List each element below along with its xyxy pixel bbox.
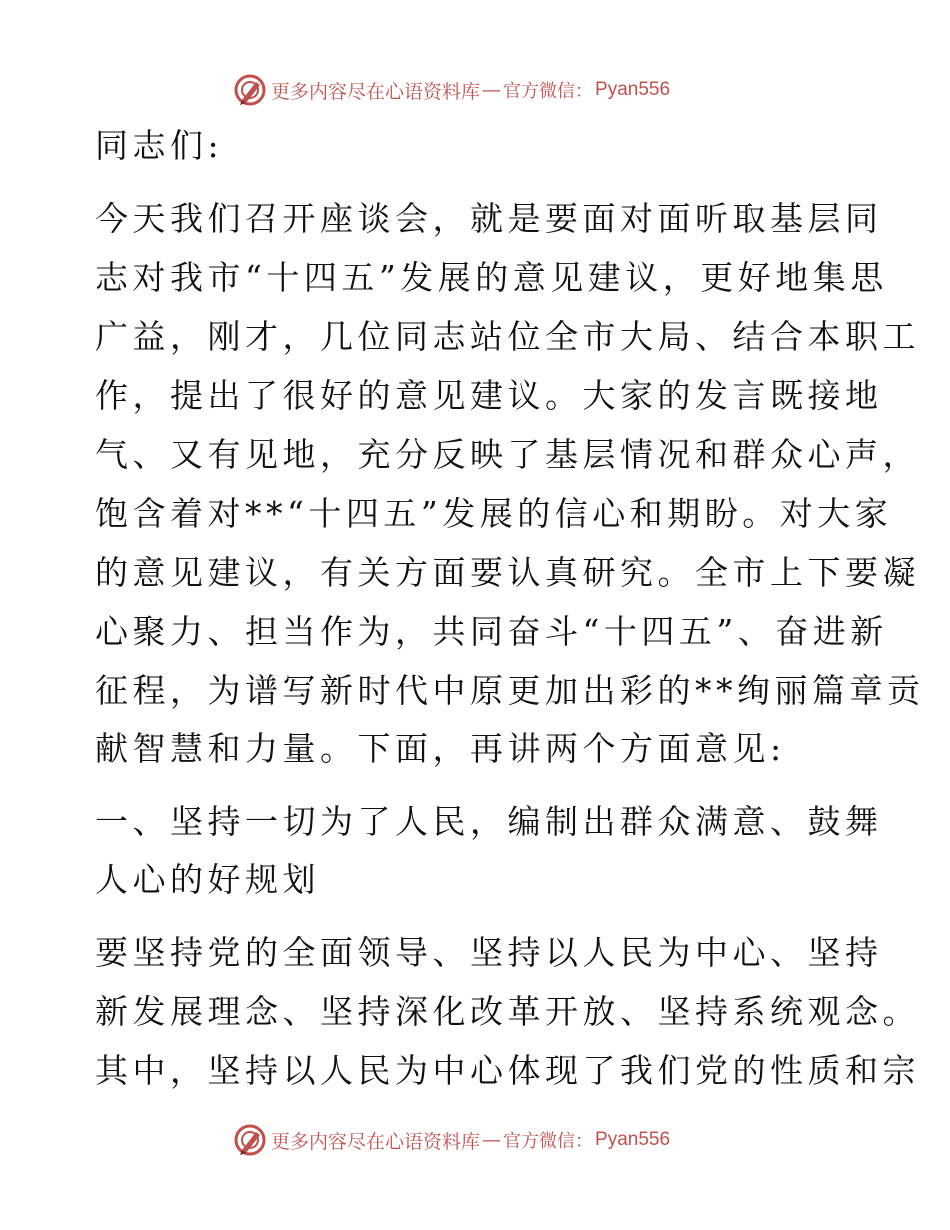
paragraph-line: 气、又有见地，充分反映了基层情况和群众心声，: [95, 435, 920, 474]
paragraph-line: 的意见建议，有关方面要认真研究。全市上下要凝: [95, 553, 920, 592]
watermark-label: 官方微信：: [503, 1131, 594, 1152]
paragraph-line: 志对我市“十四五”发展的意见建议，更好地集思: [95, 258, 888, 297]
watermark-separator: —: [482, 79, 502, 101]
pen-logo-icon: [233, 73, 267, 107]
paragraph-line: 广益，刚才，几位同志站位全市大局、结合本职工: [95, 317, 920, 356]
section-heading: 一、坚持一切为了人民，编制出群众满意、鼓舞: [95, 802, 883, 841]
paragraph-line: 其中，坚持以人民为中心体现了我们党的性质和宗: [95, 1051, 920, 1090]
pen-logo-icon: [233, 1123, 267, 1157]
paragraph-line: 饱含着对**“十四五”发展的信心和期盼。对大家: [95, 494, 893, 533]
paragraph-line: 要坚持党的全面领导、坚持以人民为中心、坚持: [95, 933, 883, 972]
watermark-brand: 更多内容尽在心语资料库: [271, 80, 481, 103]
paragraph-line: 征程，为谱写新时代中原更加出彩的**绚丽篇章贡: [95, 671, 925, 710]
watermark-brand: 更多内容尽在心语资料库: [271, 1130, 481, 1153]
paragraph-line: 作，提出了很好的意见建议。大家的发言既接地: [95, 376, 883, 415]
salutation: 同志们:: [95, 126, 224, 165]
paragraph-line: 今天我们召开座谈会，就是要面对面听取基层同: [95, 199, 883, 238]
watermark-wechat-id: Pyan556: [595, 79, 671, 100]
paragraph-line: 献智慧和力量。下面，再讲两个方面意见:: [95, 729, 786, 768]
paragraph-line: 新发展理念、坚持深化改革开放、坚持系统观念。: [95, 992, 920, 1031]
watermark-footer: [233, 1122, 670, 1158]
watermark-wechat-id: Pyan556: [595, 1129, 671, 1150]
watermark-header: [233, 72, 670, 108]
watermark-label: 官方微信：: [503, 81, 594, 102]
watermark-separator: —: [482, 1129, 502, 1151]
section-heading: 人心的好规划: [95, 860, 320, 899]
paragraph-line: 心聚力、担当作为，共同奋斗“十四五”、奋进新: [95, 612, 888, 651]
